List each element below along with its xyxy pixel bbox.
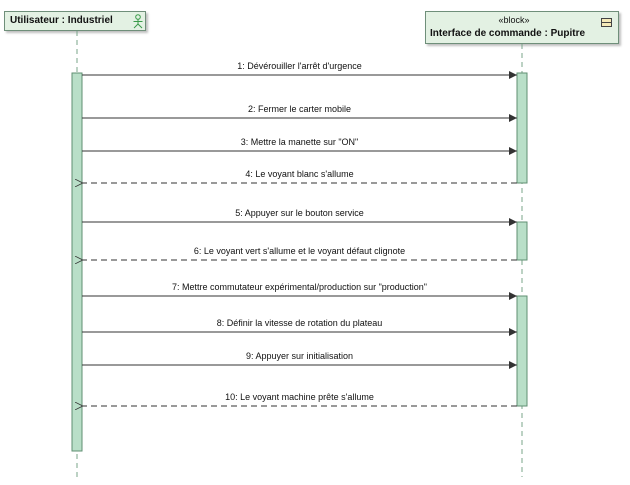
block-stereotype: «block»	[498, 15, 530, 25]
message-label: 5: Appuyer sur le bouton service	[235, 208, 364, 218]
message-label: 8: Définir la vitesse de rotation du plateau	[216, 318, 383, 328]
lifeline-interface-label: Interface de commande : Pupitre	[430, 28, 586, 39]
lifeline-user-label: Utilisateur : Industriel	[10, 15, 113, 26]
message-label: 9: Appuyer sur initialisation	[245, 351, 354, 361]
activation-user	[72, 73, 82, 451]
activation-interface-2	[517, 222, 527, 260]
activation-interface-3	[517, 296, 527, 406]
message-label: 3: Mettre la manette sur "ON"	[240, 137, 359, 147]
message-label: 1: Dévérouiller l'arrêt d'urgence	[237, 61, 362, 71]
message-label: 2: Fermer le carter mobile	[247, 104, 352, 114]
message-label: 7: Mettre commutateur expérimental/production sur "production"	[171, 282, 428, 292]
message-label: 6: Le voyant vert s'allume et le voyant défaut clignote	[193, 246, 406, 256]
message-label: 4: Le voyant blanc s'allume	[245, 169, 354, 179]
message-label: 10: Le voyant machine prête s'allume	[225, 392, 374, 402]
activation-interface-1	[517, 73, 527, 183]
